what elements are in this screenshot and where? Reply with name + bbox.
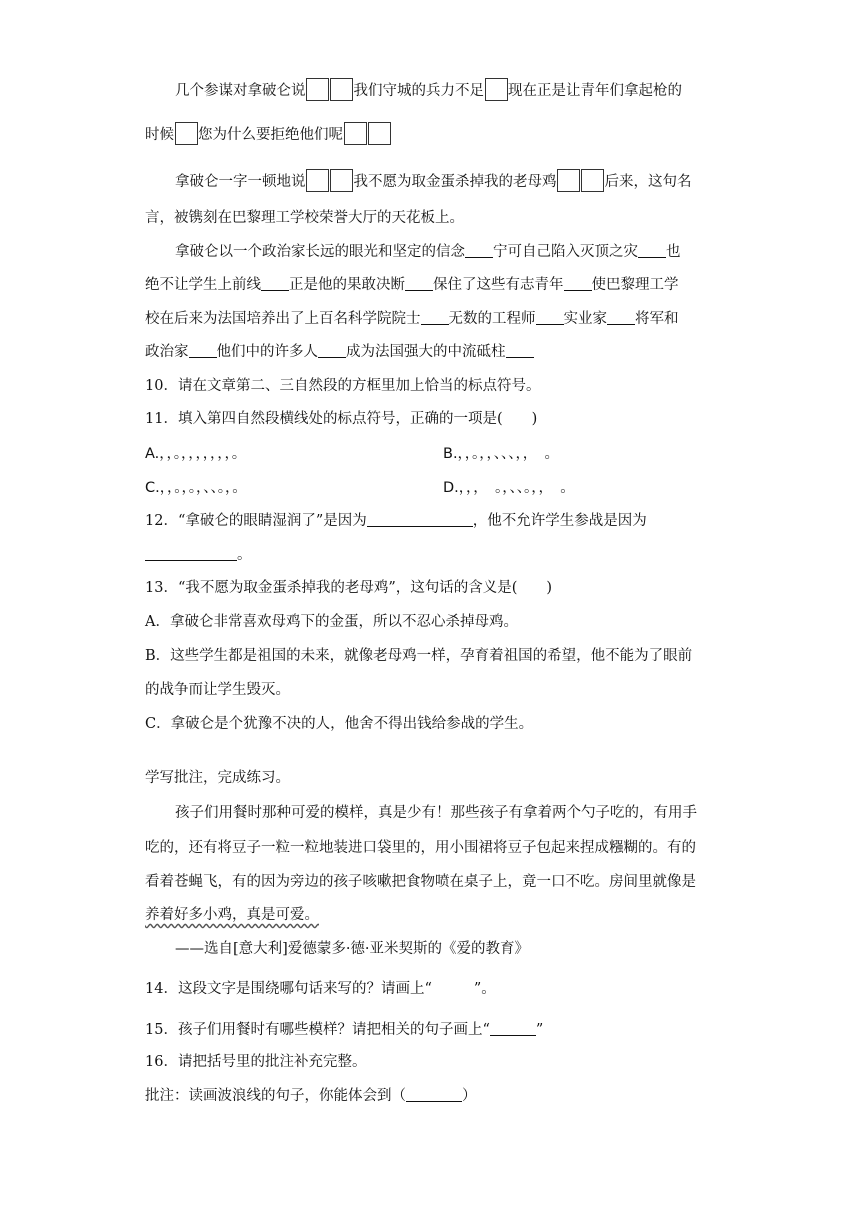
p2-text-b: 我们守城的兵力不足: [353, 83, 484, 99]
question-11-option-d[interactable]: D.，，， 。，、、。，， 。: [443, 480, 575, 496]
punct-box[interactable]: [175, 122, 198, 145]
p2-text-a: 几个参谋对拿破仑说: [175, 83, 306, 99]
passage-source: ——选自[意大利]爱德蒙多·德·亚米契斯的《爱的教育》: [175, 941, 530, 957]
answer-blank[interactable]: [405, 276, 433, 291]
p4-text: 拿破仑以一个政治家长远的眼光和坚定的信念: [175, 244, 465, 260]
note-text-a: 批注：读画波浪线的句子，你能体会到（: [145, 1088, 406, 1104]
q15-text-a: 15．孩子们用餐时有哪些模样？请把相关的句子画上“: [145, 1022, 490, 1038]
punct-box[interactable]: [306, 78, 329, 101]
note-text-b: ）: [462, 1088, 477, 1104]
question-16: 16．请把括号里的批注补充完整。: [145, 1054, 367, 1070]
p3-line2: 言，被镌刻在巴黎理工学校荣誉大厅的天花板上。: [145, 210, 464, 226]
p4-text: 保住了这些有志青年: [433, 277, 564, 293]
answer-blank[interactable]: [564, 276, 592, 291]
answer-blank[interactable]: [145, 546, 237, 561]
p4-text: 无数的工程师: [448, 311, 536, 327]
underline-sample: [490, 1021, 536, 1036]
p4-text: 实业家: [563, 311, 607, 327]
answer-blank[interactable]: [406, 1087, 462, 1102]
q14-text-b: ”。: [473, 981, 496, 997]
section-heading: 学写批注，完成练习。: [145, 770, 290, 786]
punct-box[interactable]: [344, 122, 367, 145]
punct-box[interactable]: [557, 169, 580, 192]
p3-text-a: 拿破仑一字一顿地说: [175, 174, 306, 190]
p3-text-b: 我不愿为取金蛋杀掉我的老母鸡: [353, 174, 557, 190]
question-12-line2: [145, 545, 252, 565]
p4-text: 正是他的果敢决断: [289, 277, 405, 293]
passage-line2: 吃的，还有将豆子一粒一粒地装进口袋里的，用小围裙将豆子包起来捏成糨糊的。有的: [145, 840, 696, 856]
p2-text-c: 现在正是让青年们拿起枪的: [508, 83, 682, 99]
p4-line3: [145, 309, 679, 329]
answer-blank[interactable]: [421, 310, 449, 325]
answer-blank[interactable]: [536, 310, 564, 325]
answer-blank[interactable]: [189, 343, 217, 358]
q14-text-a: 14．这段文字是围绕哪句话来写的？请画上“: [145, 981, 432, 997]
p4-text: 使巴黎理工学: [591, 277, 679, 293]
p2-text-e: 您为什么要拒绝他们呢: [198, 127, 343, 143]
p4-text: 宁可自己陷入灭顶之灾: [493, 244, 638, 260]
p3-line1: [175, 169, 692, 192]
passage-line4: [145, 905, 319, 925]
question-13-option-b[interactable]: B．这些学生都是祖国的未来，就像老母鸡一样，孕育着祖国的希望，他不能为了眼前: [145, 648, 693, 664]
punct-box[interactable]: [581, 169, 604, 192]
p4-line4: [145, 342, 534, 362]
p4-text: 政治家: [145, 344, 189, 360]
p4-text: 将军和: [635, 311, 679, 327]
question-11-stem: 11．填入第四自然段横线处的标点符号，正确的一项是( ): [145, 411, 538, 427]
punct-box[interactable]: [306, 169, 329, 192]
q12-text-c: 。: [237, 547, 252, 563]
answer-blank[interactable]: [638, 243, 666, 258]
wavy-underlined-sentence: 养着好多小鸡，真是可爱。: [145, 907, 319, 923]
p4-text: 校在后来为法国培养出了上百名科学院院士: [145, 311, 421, 327]
q15-text-b: ”: [535, 1022, 544, 1038]
annotation-prompt: [145, 1086, 477, 1106]
question-10: 10．请在文章第二、三自然段的方框里加上恰当的标点符号。: [145, 378, 541, 394]
p4-line2: [145, 275, 679, 295]
p4-text: 成为法国强大的中流砥柱: [346, 344, 506, 360]
answer-blank[interactable]: [367, 512, 473, 527]
question-13-stem: 13．“我不愿为取金蛋杀掉我的老母鸡”，这句话的含义是( ): [145, 580, 553, 596]
question-12: [145, 511, 647, 531]
p3-text-c: 后来，这句名: [604, 174, 692, 190]
p4-text: 也: [666, 244, 681, 260]
p2-line2: [145, 122, 391, 145]
punct-box[interactable]: [330, 78, 353, 101]
answer-blank[interactable]: [318, 343, 346, 358]
q12-text-b: ，他不允许学生参战是因为: [472, 513, 647, 529]
p4-line1: [175, 242, 681, 262]
answer-blank[interactable]: [607, 310, 635, 325]
q12-text-a: 12．“拿破仑的眼睛湿润了”是因为: [145, 513, 367, 529]
question-14: [145, 979, 496, 999]
answer-blank[interactable]: [465, 243, 493, 258]
answer-blank[interactable]: [261, 276, 289, 291]
question-11-option-b[interactable]: B.，，。，，、、、，， 。: [443, 446, 560, 462]
question-13-option-a[interactable]: A．拿破仑非常喜欢母鸡下的金蛋，所以不忍心杀掉母鸡。: [145, 614, 518, 630]
p2-line1: [175, 78, 682, 101]
question-11-option-a[interactable]: A.，，。，，，，，，，。: [145, 446, 247, 462]
question-13-option-c[interactable]: C．拿破仑是个犹豫不决的人，他舍不得出钱给参战的学生。: [145, 716, 534, 732]
question-13-option-b-cont: 的战争而让学生毁灭。: [145, 682, 290, 698]
passage-line3: 看着苍蝇飞，有的因为旁边的孩子咳嗽把食物喷在桌子上，竟一口不吃。房间里就像是: [145, 874, 696, 890]
punct-box[interactable]: [485, 78, 508, 101]
p4-text: 他们中的许多人: [216, 344, 318, 360]
answer-blank[interactable]: [506, 343, 534, 358]
punct-box[interactable]: [368, 122, 391, 145]
passage-line1: 孩子们用餐时那种可爱的模样，真是少有！那些孩子有拿着两个勺子吃的，有用手: [175, 805, 697, 821]
wavy-line-sample: [432, 981, 474, 993]
question-11-option-c[interactable]: C.，，。，。，、、。，。: [145, 480, 247, 496]
p2-text-d: 时候: [145, 127, 174, 143]
punct-box[interactable]: [330, 169, 353, 192]
p4-text: 绝不让学生上前线: [145, 277, 261, 293]
question-15: [145, 1020, 543, 1040]
